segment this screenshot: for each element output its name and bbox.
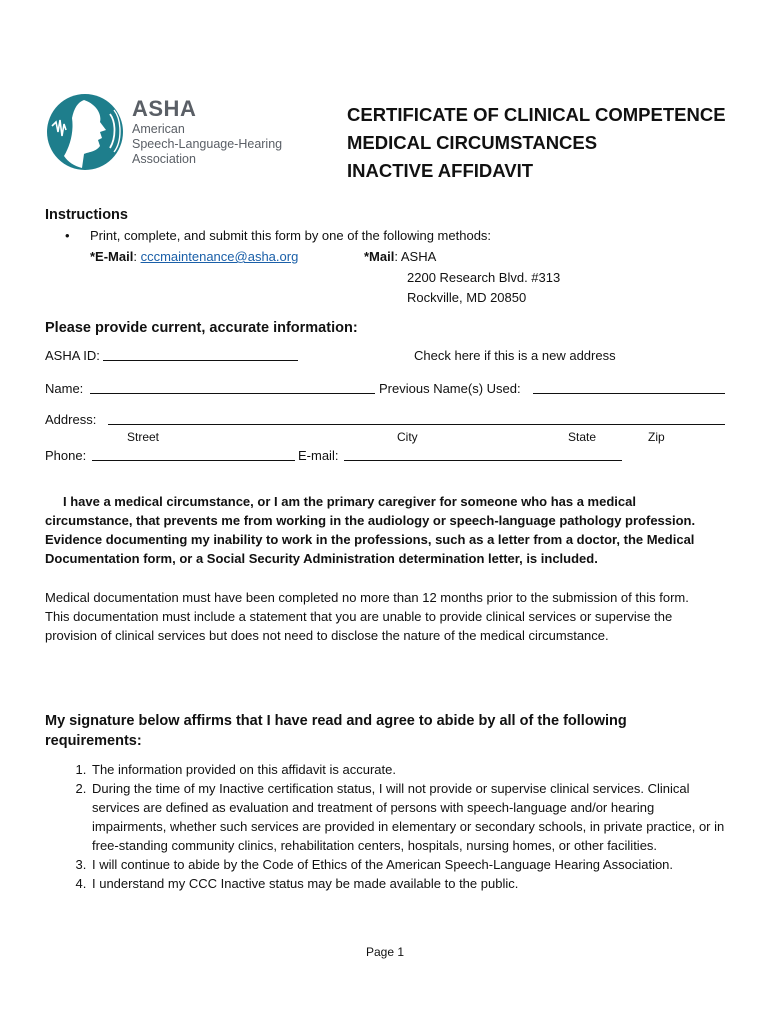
previous-name-field[interactable]: [533, 393, 725, 394]
mail-line-3: Rockville, MD 20850: [407, 290, 527, 305]
email-method: *E-Mail: cccmaintenance@asha.org: [90, 249, 299, 264]
address-state-caption: State: [568, 430, 597, 444]
logo-acronym: ASHA: [132, 96, 197, 121]
email-field[interactable]: [344, 460, 622, 461]
title-line-2: MEDICAL CIRCUMSTANCES: [347, 132, 598, 153]
asha-logo: [44, 92, 294, 172]
page-number: Page 1: [365, 945, 405, 959]
email-field-label: E-mail:: [298, 448, 339, 463]
mail-line-2: 2200 Research Blvd. #313: [407, 270, 561, 285]
info-heading: Please provide current, accurate information:: [45, 320, 358, 336]
mail-method: *Mail: ASHA: [364, 249, 437, 264]
name-field[interactable]: [90, 393, 375, 394]
phone-label: Phone:: [45, 448, 87, 463]
instructions-bullet-text: Print, complete, and submit this form by one of the following methods:: [90, 228, 492, 243]
mail-method-label: *Mail: [364, 249, 395, 264]
new-address-label[interactable]: Check here if this is a new address: [414, 348, 616, 363]
asha-logo-emblem-icon: [44, 92, 126, 172]
asha-id-field[interactable]: [103, 360, 298, 361]
title-line-3: INACTIVE AFFIDAVIT: [347, 160, 534, 181]
requirement-item-4: 4. I understand my CCC Inactive status may be made available to the public.: [90, 874, 730, 893]
email-address-link[interactable]: cccmaintenance@asha.org: [140, 249, 299, 264]
asha-id-label: ASHA ID:: [45, 348, 100, 363]
address-street-caption: Street: [127, 430, 160, 444]
address-label: Address:: [45, 412, 97, 427]
documentation-note: Medical documentation must have been completed no more than 12 months prior to the submission of this form. This documentation must include a statement that you are unable to provide clinical services or supervise the provision of clinical services but does not need to disclose the nature of the medical circumstance.: [45, 590, 689, 643]
address-zip-caption: Zip: [648, 430, 665, 444]
requirement-item-1: 1. The information provided on this affidavit is accurate.: [90, 760, 730, 779]
requirements-heading: My signature below affirms that I have read and agree to abide by all of the following requirements:: [45, 713, 627, 749]
instructions-heading: Instructions: [45, 207, 128, 223]
logo-name-line-3: Association: [132, 152, 196, 166]
bullet-icon: •: [65, 228, 70, 243]
requirement-item-2: 2. During the time of my Inactive certification status, I will not provide or supervise clinical services. Clinical services are defined as evaluation and treatment of persons with speech-language and/or hearing impairments, whether such services are provided in elementary or secondary schools, in private practice, or in free-standing community clinics, rehabilitation centers, hospitals, nursing homes, or other facilities.: [90, 779, 730, 855]
form-title: [347, 101, 726, 185]
mail-line-1: ASHA: [400, 249, 437, 264]
requirements-list: [45, 760, 730, 893]
requirement-item-3: 3. I will continue to abide by the Code of Ethics of the American Speech-Language Hearing Association.: [90, 855, 730, 874]
phone-field[interactable]: [92, 460, 295, 461]
logo-name-line-2: Speech-Language-Hearing: [132, 137, 283, 151]
address-city-caption: City: [397, 430, 418, 444]
address-field[interactable]: [108, 424, 725, 425]
title-line-1: CERTIFICATE OF CLINICAL COMPETENCE: [347, 104, 726, 125]
previous-name-label: Previous Name(s) Used:: [379, 381, 521, 396]
medical-statement: I have a medical circumstance, or I am the primary caregiver for someone who has a medical circumstance, that prevents me from working in the audiology or speech-language pathology profession. Evidence documenting my inability to work in the professions, such as a letter from a doctor, the Medical Documentation form, or a Social Security Administration determination letter, is included.: [45, 494, 696, 566]
name-label: Name:: [45, 381, 84, 396]
logo-name-line-1: American: [132, 122, 185, 136]
email-method-label: *E-Mail: [90, 249, 134, 264]
